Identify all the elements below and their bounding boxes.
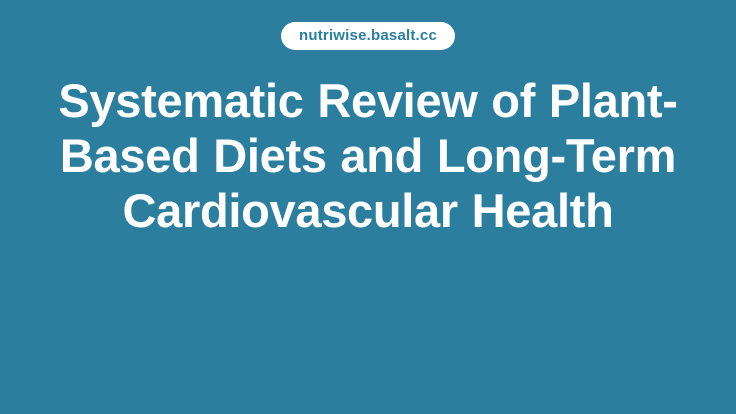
page-title: Systematic Review of Plant-Based Diets and Long-Term Cardiovascular Health [58,74,678,237]
domain-badge: nutriwise.basalt.cc [281,22,455,50]
